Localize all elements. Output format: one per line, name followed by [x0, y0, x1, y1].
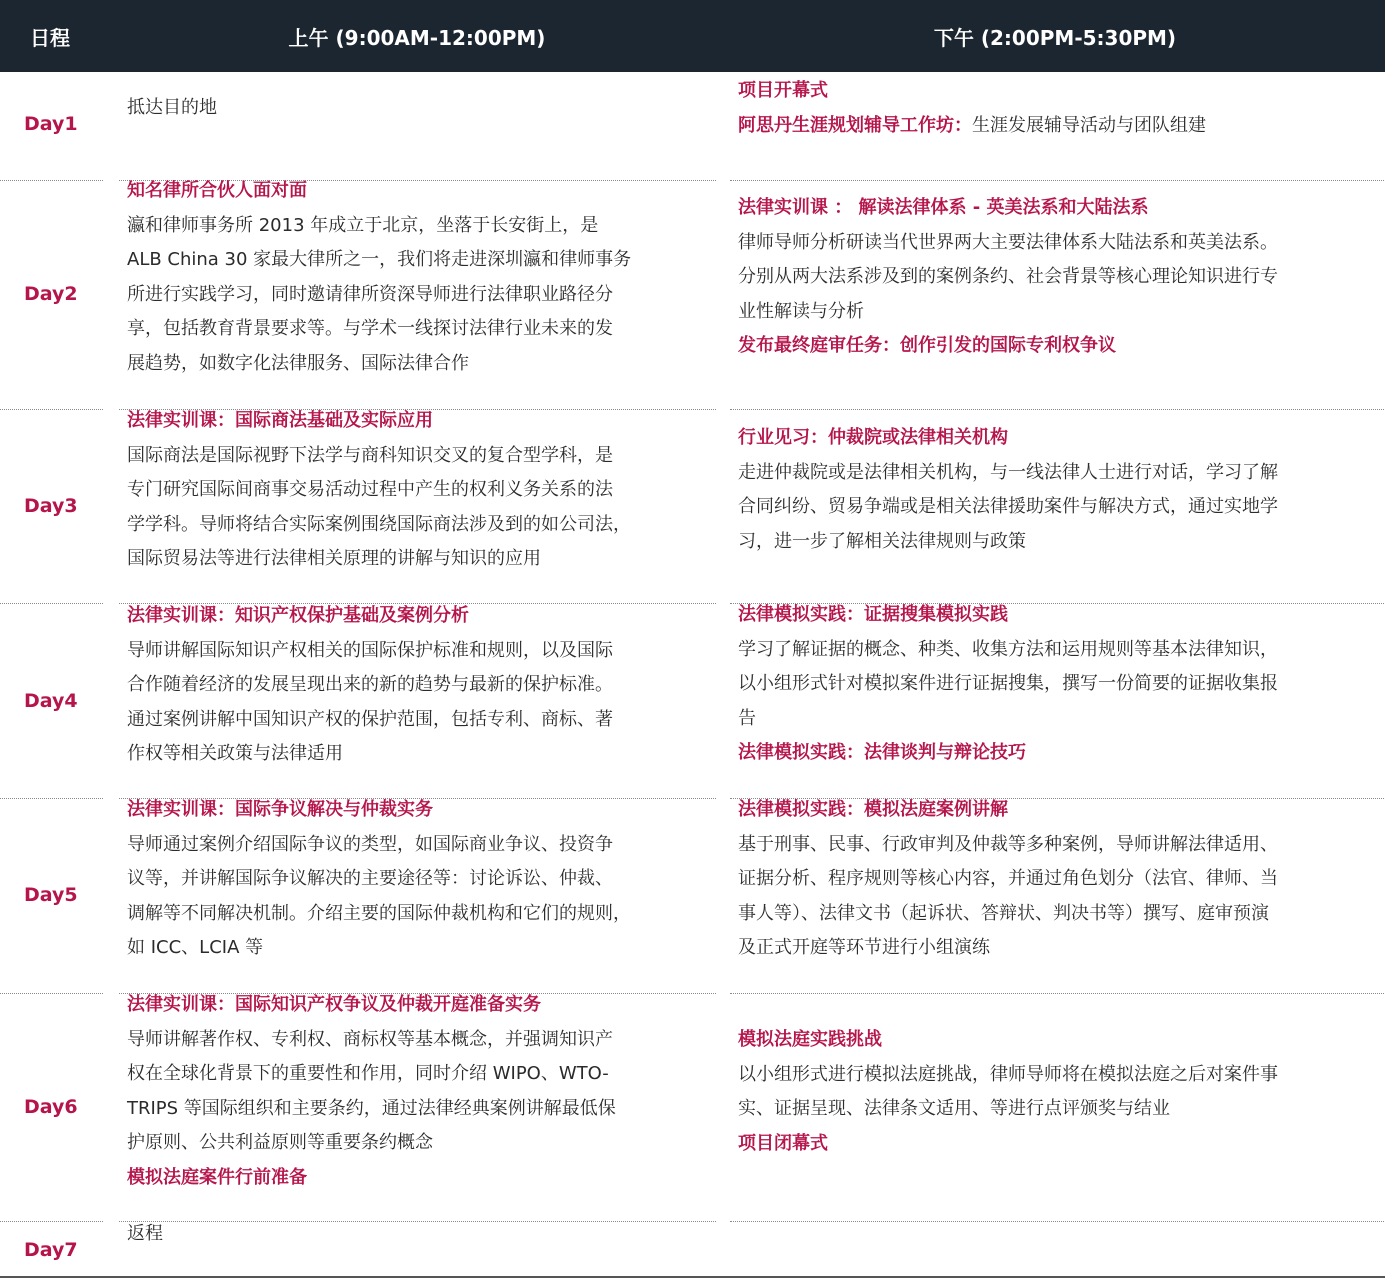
schedule-line: 走进仲裁院或是法律相关机构，与一线法律人士进行对话，学习了解	[738, 461, 1278, 483]
schedule-line: 返程	[127, 1223, 163, 1244]
schedule-line: 及正式开庭等环节进行小组演练	[738, 937, 990, 958]
row-divider	[730, 409, 1384, 410]
session-title: 法律实训课 ： 解读法律体系 - 英美法系和大陆法系	[738, 197, 1149, 218]
row-divider	[0, 798, 103, 799]
schedule-line: 抵达目的地	[127, 97, 217, 118]
day-label: Day1	[24, 113, 78, 135]
header-day-column: 日程	[30, 26, 70, 50]
session-title: 法律实训课：国际争议解决与仲裁实务	[127, 799, 433, 820]
schedule-line: 导师讲解国际知识产权相关的国际保护标准和规则，以及国际	[127, 639, 613, 661]
session-title: 模拟法庭案件行前准备	[127, 1166, 307, 1188]
schedule-line: 学学科。导师将结合实际案例围绕国际商法涉及到的如公司法，	[127, 513, 631, 535]
session-title: 法律模拟实践：法律谈判与辩论技巧	[738, 742, 1026, 763]
schedule-line: 护原则、公共利益原则等重要条约概念	[127, 1132, 433, 1153]
session-title: 法律模拟实践：模拟法庭案例讲解	[738, 799, 1008, 820]
morning-session	[127, 91, 712, 126]
schedule-line: 合作随着经济的发展呈现出来的新的趋势与最新的保护标准。	[127, 674, 613, 695]
schedule-line: 作权等相关政策与法律适用	[127, 743, 343, 764]
schedule-line: 业性解读与分析	[738, 300, 864, 322]
table-bottom-border	[0, 1276, 1385, 1278]
afternoon-session	[738, 74, 1378, 143]
schedule-line: 国际商法是国际视野下法学与商科知识交叉的复合型学科，是	[127, 444, 613, 466]
schedule-header	[0, 0, 1385, 72]
day-label: Day5	[24, 884, 78, 906]
morning-session	[127, 404, 712, 577]
schedule-line: 瀛和律师事务所 2013 年成立于北京，坐落于长安街上，是	[127, 214, 599, 236]
schedule-line: 权在全球化背景下的重要性和作用，同时介绍 WIPO、WTO-	[127, 1063, 609, 1084]
row-divider	[730, 180, 1384, 181]
row-divider	[730, 1221, 1384, 1222]
row-divider	[0, 993, 103, 994]
schedule-line: 专门研究国际间商事交易活动过程中产生的权利义务关系的法	[127, 479, 613, 500]
session-title: 知名律所合伙人面对面	[127, 180, 307, 201]
session-title: 法律实训课：国际商法基础及实际应用	[127, 410, 433, 431]
day-label: Day2	[24, 283, 78, 305]
session-title: 法律实训课：知识产权保护基础及案例分析	[127, 605, 469, 626]
schedule-line: 事人等）、法律文书（起诉状、答辩状、判决书等）撰写、庭审预演	[738, 902, 1269, 924]
day-label: Day4	[24, 690, 78, 712]
schedule-line: 展趋势，如数字化法律服务、国际法律合作	[127, 352, 469, 374]
body-text: 生涯发展辅导活动与团队组建	[972, 114, 1206, 136]
morning-session	[127, 174, 712, 381]
afternoon-session	[738, 191, 1378, 364]
header-afternoon-column: 下午 (2:00PM-5:30PM)	[933, 26, 1177, 50]
row-divider	[0, 180, 103, 181]
highlight-text: 阿思丹生涯规划辅导工作坊：	[738, 114, 972, 136]
schedule-line: 以小组形式进行模拟法庭挑战，律师导师将在模拟法庭之后对案件事	[738, 1063, 1278, 1085]
morning-session	[127, 599, 712, 772]
schedule-line: 习，进一步了解相关法律规则与政策	[738, 530, 1026, 552]
session-title: 项目开幕式	[738, 80, 828, 101]
schedule-line: 以小组形式针对模拟案件进行证据搜集，撰写一份简要的证据收集报	[738, 673, 1278, 694]
schedule-line: 调解等不同解决机制。介绍主要的国际仲裁机构和它们的规则，	[127, 902, 631, 924]
afternoon-session	[738, 598, 1378, 771]
row-divider	[0, 409, 103, 410]
schedule-line: 导师讲解著作权、专利权、商标权等基本概念，并强调知识产	[127, 1028, 613, 1050]
schedule-line: 实、证据呈现、法律条文适用、等进行点评颁奖与结业	[738, 1098, 1170, 1119]
schedule-line: 分别从两大法系涉及到的案例条约、社会背景等核心理论知识进行专	[738, 266, 1278, 287]
schedule-line: 学习了解证据的概念、种类、收集方法和运用规则等基本法律知识，	[738, 638, 1278, 660]
morning-session	[127, 988, 712, 1195]
schedule-line: 律师导师分析研读当代世界两大主要法律体系大陆法系和英美法系。	[738, 231, 1278, 253]
morning-session	[127, 1217, 712, 1252]
schedule-line: 所进行实践学习，同时邀请律所资深导师进行法律职业路径分	[127, 283, 613, 305]
schedule-line: 如 ICC、LCIA 等	[127, 937, 264, 958]
schedule-line: 合同纠纷、贸易争端或是相关法律援助案件与解决方式，通过实地学	[738, 496, 1278, 517]
schedule-line: 证据分析、程序规则等核心内容，并通过角色划分（法官、律师、当	[738, 868, 1278, 889]
schedule-line: 导师通过案例介绍国际争议的类型，如国际商业争议、投资争	[127, 833, 613, 855]
day-label: Day6	[24, 1096, 78, 1118]
afternoon-session	[738, 793, 1378, 966]
schedule-line: 议等，并讲解国际争议解决的主要途径等：讨论诉讼、仲裁、	[127, 868, 613, 889]
afternoon-session	[738, 1023, 1378, 1161]
schedule-line	[738, 109, 1378, 144]
session-title: 发布最终庭审任务：创作引发的国际专利权争议	[738, 335, 1116, 356]
row-divider	[0, 1221, 103, 1222]
session-title: 模拟法庭实践挑战	[738, 1029, 882, 1050]
day-label: Day3	[24, 495, 78, 517]
schedule-line: 享，包括教育背景要求等。与学术一线探讨法律行业未来的发	[127, 318, 613, 339]
schedule-line: ALB China 30 家最大律所之一，我们将走进深圳瀛和律师事务	[127, 249, 632, 270]
morning-session	[127, 793, 712, 966]
day-label: Day7	[24, 1239, 78, 1261]
header-morning-column: 上午 (9:00AM-12:00PM)	[288, 26, 546, 50]
afternoon-session	[738, 421, 1378, 559]
row-divider	[0, 603, 103, 604]
schedule-line: TRIPS 等国际组织和主要条约，通过法律经典案例讲解最低保	[127, 1097, 616, 1119]
schedule-line: 告	[738, 707, 756, 729]
row-divider	[730, 993, 1384, 994]
session-title: 法律模拟实践：证据搜集模拟实践	[738, 604, 1008, 625]
schedule-line: 基于刑事、民事、行政审判及仲裁等多种案例，导师讲解法律适用、	[738, 833, 1278, 855]
schedule-line: 国际贸易法等进行法律相关原理的讲解与知识的应用	[127, 548, 541, 569]
session-title: 法律实训课：国际知识产权争议及仲裁开庭准备实务	[127, 994, 541, 1015]
session-title: 行业见习：仲裁院或法律相关机构	[738, 427, 1008, 448]
session-title: 项目闭幕式	[738, 1132, 828, 1154]
schedule-line: 通过案例讲解中国知识产权的保护范围，包括专利、商标、著	[127, 708, 613, 730]
